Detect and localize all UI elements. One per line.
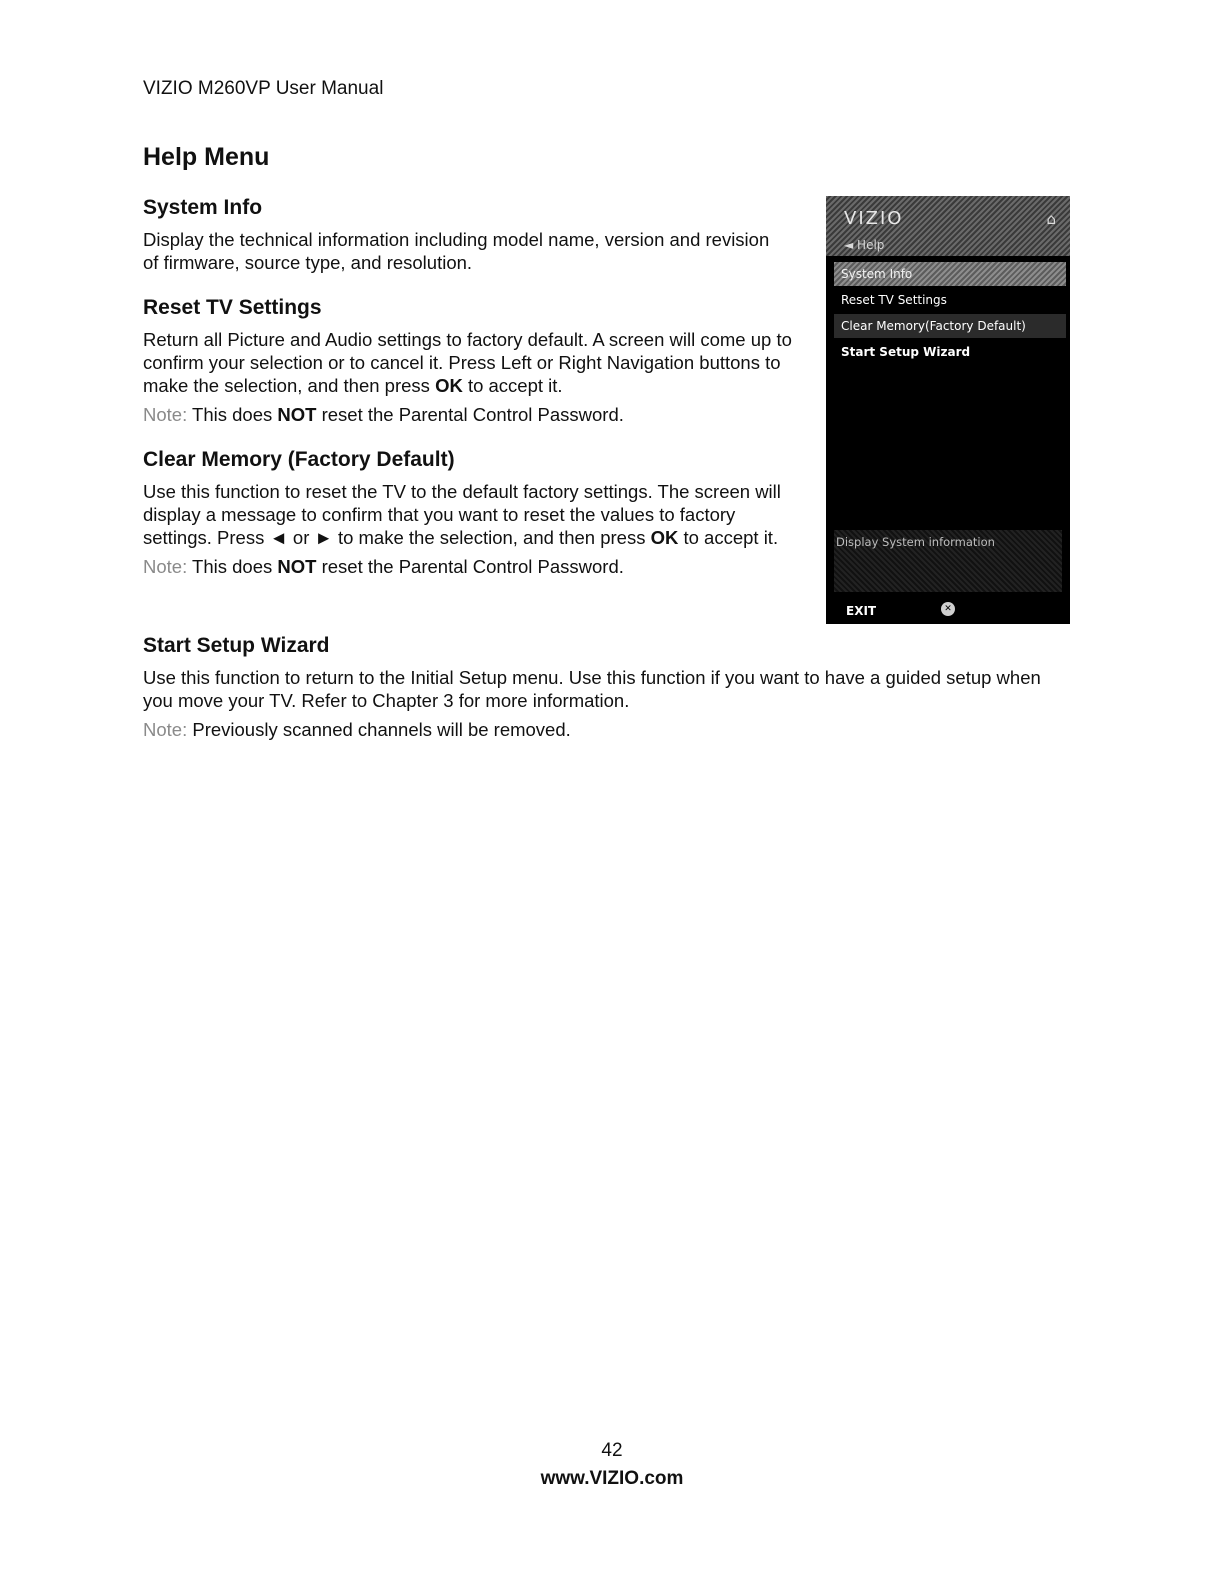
tv-menu-description: Display System information [836, 535, 995, 549]
section-clear-memory [143, 448, 808, 578]
section-heading: Reset TV Settings [143, 296, 322, 319]
section-heading: System Info [143, 196, 263, 219]
section-heading: Start Setup Wizard [143, 634, 330, 657]
exit-circle-icon[interactable]: ✕ [941, 602, 955, 616]
note-label: Note: [143, 404, 188, 425]
section-body: Return all Picture and Audio settings to factory default. A screen will come up to confirm your selection or to cancel it. Press Left or Right Navigation buttons to make the selection, and then press OK to accept it. [143, 329, 792, 396]
note-label: Note: [143, 556, 188, 577]
page-number: 42 [601, 1440, 623, 1461]
house-icon: ⌂ [1046, 210, 1056, 228]
section-body: Use this function to return to the Initial Setup menu. Use this function if you want to have a guided setup when you move your TV. Refer to Chapter 3 for more information. [143, 667, 1041, 711]
section-reset-tv-settings [143, 296, 803, 426]
vizio-logo: VIZIO [844, 208, 904, 229]
section-note: Note: Previously scanned channels will be removed. [143, 719, 571, 740]
page-title: Help Menu [143, 143, 270, 171]
section-note: Note: This does NOT reset the Parental Control Password. [143, 556, 624, 577]
section-heading: Clear Memory (Factory Default) [143, 448, 455, 471]
section-body: Use this function to reset the TV to the default factory settings. The screen will display a message to confirm that you want to reset the values to factory settings. Press ◄ or ► to make the selection, and then press OK to accept it. [143, 481, 781, 548]
tv-menu-exit-label[interactable]: EXIT [846, 604, 877, 618]
tv-menu-item-reset-tv-settings[interactable]: Reset TV Settings [841, 293, 947, 307]
section-start-setup-wizard [143, 634, 1073, 741]
section-system-info [143, 196, 783, 274]
tv-menu-screenshot [826, 196, 1070, 624]
tv-menu-back-label: ◄ Help [844, 238, 885, 252]
tv-menu-item-clear-memory[interactable]: Clear Memory(Factory Default) [834, 314, 1066, 338]
document-header: VIZIO M260VP User Manual [143, 78, 384, 99]
note-label: Note: [143, 719, 188, 740]
tv-menu-item-system-info[interactable]: System Info [834, 262, 1066, 286]
section-body: Display the technical information including model name, version and revision of firmware, source type, and resolution. [143, 229, 770, 273]
footer-url[interactable]: www.VIZIO.com [540, 1468, 684, 1489]
tv-menu-item-start-setup-wizard[interactable]: Start Setup Wizard [841, 345, 971, 359]
section-note: Note: This does NOT reset the Parental Control Password. [143, 404, 624, 425]
